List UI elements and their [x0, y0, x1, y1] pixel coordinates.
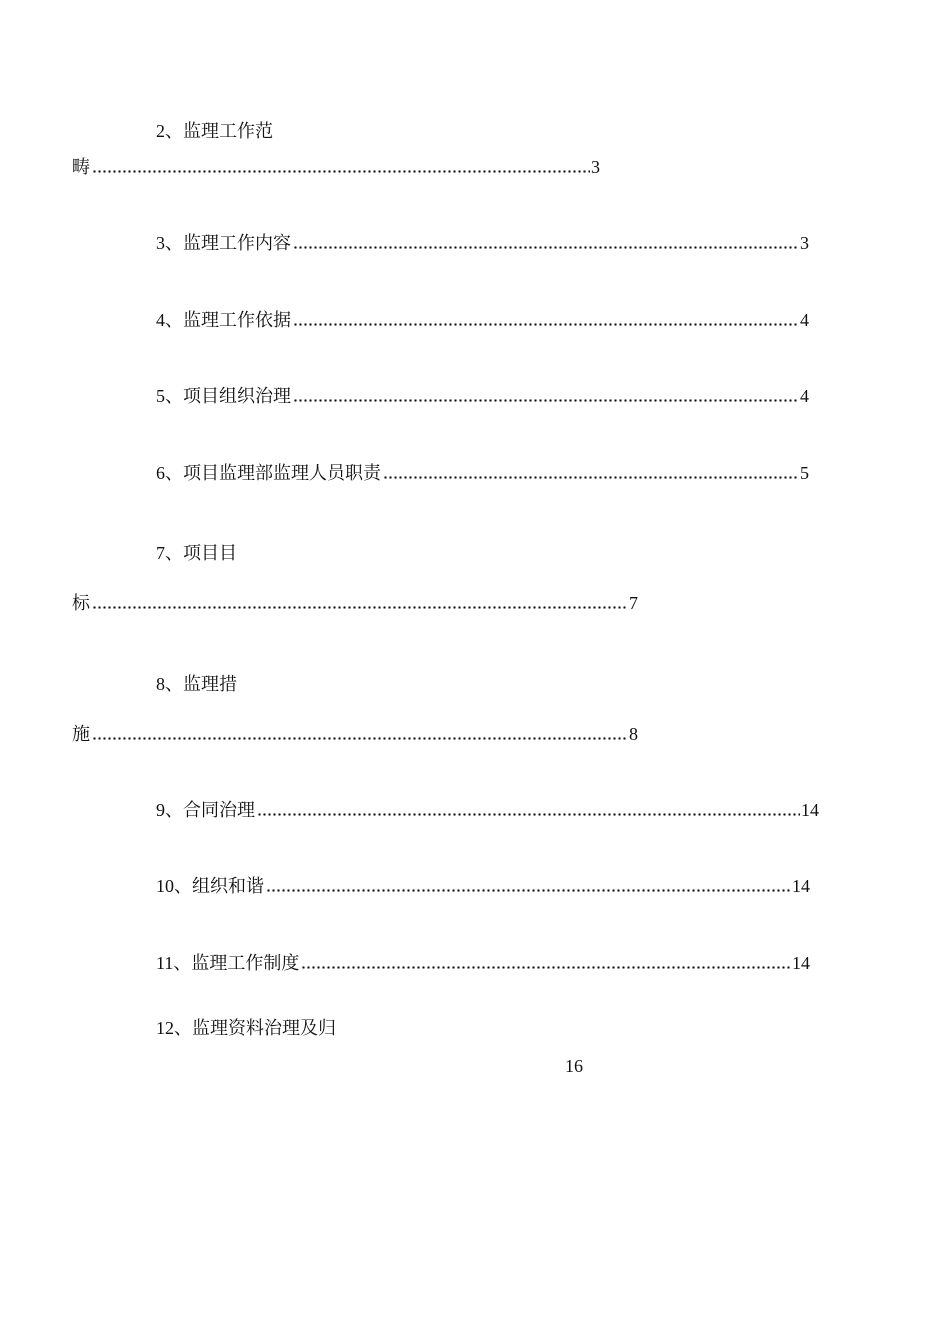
toc-item-4-entry[interactable]: [156, 308, 809, 332]
toc-item-3-page: 3: [800, 233, 809, 253]
toc-item-6-entry[interactable]: [156, 461, 809, 485]
leader-dots: [266, 889, 791, 892]
toc-item-8-entry[interactable]: [72, 722, 638, 746]
leader-dots: [293, 323, 799, 326]
leader-dots: [383, 476, 799, 479]
toc-item-5-entry[interactable]: [156, 384, 809, 408]
toc-item-9-entry[interactable]: [156, 798, 819, 822]
toc-item-8-title: 8、监理措: [156, 674, 237, 694]
toc-item-8-continuation: 施: [72, 724, 90, 744]
toc-item-10-entry[interactable]: [156, 874, 810, 898]
toc-item-11-page: 14: [792, 953, 810, 973]
leader-dots: [293, 399, 799, 402]
toc-item-10-title: 10、组织和谐: [156, 876, 264, 896]
toc-item-9-page: 14: [801, 800, 819, 820]
leader-dots: [92, 170, 590, 173]
leader-dots: [301, 966, 791, 969]
toc-item-3-entry[interactable]: [156, 231, 809, 255]
toc-item-2-page: 3: [591, 157, 600, 177]
leader-dots: [293, 246, 799, 249]
leader-dots: [257, 813, 800, 816]
toc-item-7-title: 7、项目目: [156, 543, 237, 563]
toc-item-7-continuation: 标: [72, 593, 90, 613]
toc-item-3-title: 3、监理工作内容: [156, 233, 291, 253]
toc-item-9-title: 9、合同治理: [156, 800, 255, 820]
toc-item-2-entry[interactable]: [72, 155, 600, 179]
toc-item-8-page: 8: [629, 724, 638, 744]
toc-item-12-page: 16: [565, 1056, 583, 1076]
toc-item-4-page: 4: [800, 310, 809, 330]
toc-item-2-title: 2、监理工作范: [156, 121, 273, 141]
toc-item-11-title: 11、监理工作制度: [156, 953, 300, 973]
toc-item-5-title: 5、项目组织治理: [156, 386, 291, 406]
toc-item-12-title: 12、监理资料治理及归: [156, 1018, 336, 1038]
toc-item-7-entry[interactable]: [72, 591, 638, 615]
toc-item-5-page: 4: [800, 386, 809, 406]
toc-item-2-continuation: 畴: [72, 157, 90, 177]
toc-item-6-page: 5: [800, 463, 809, 483]
toc-item-7-page: 7: [629, 593, 638, 613]
toc-item-4-title: 4、监理工作依据: [156, 310, 291, 330]
leader-dots: [92, 737, 628, 740]
toc-item-6-title: 6、项目监理部监理人员职责: [156, 463, 381, 483]
toc-item-11-entry[interactable]: [156, 951, 810, 975]
toc-item-10-page: 14: [792, 876, 810, 896]
leader-dots: [92, 606, 628, 609]
